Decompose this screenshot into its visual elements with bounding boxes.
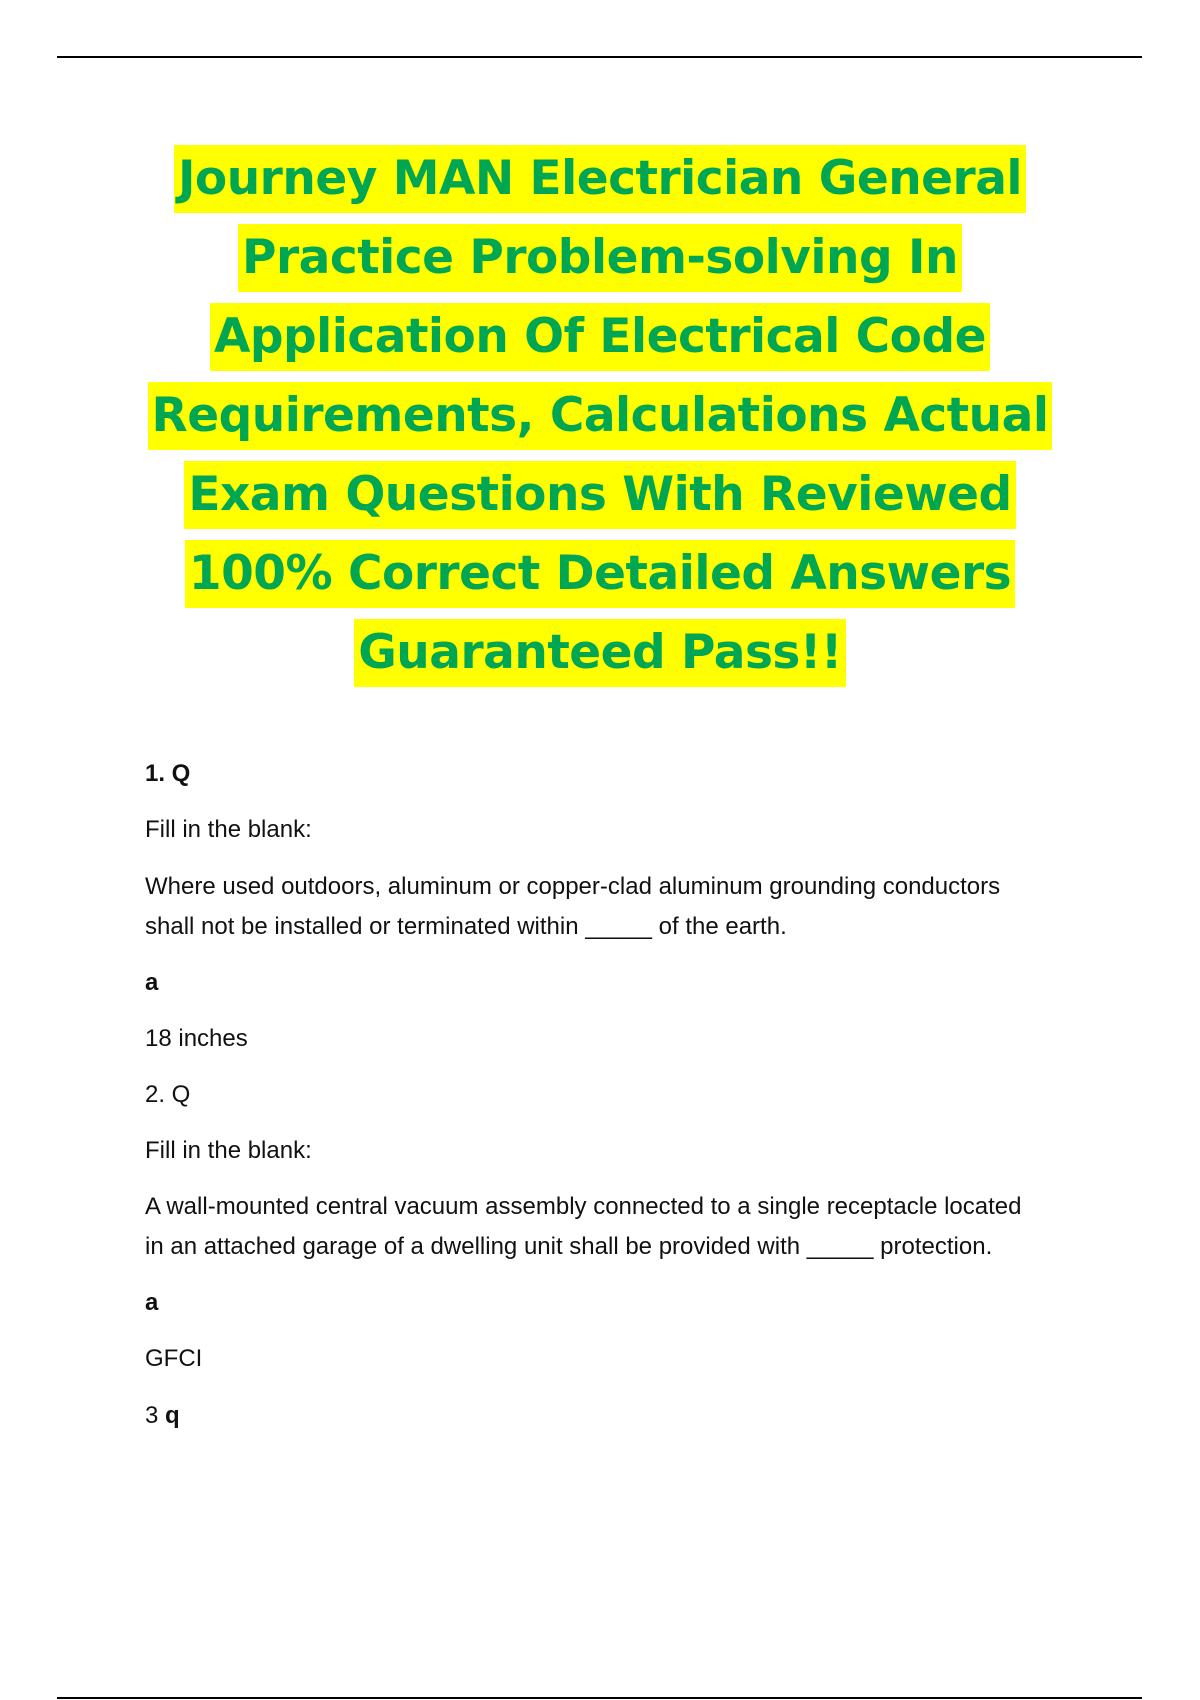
title-line: Guaranteed Pass!! [100, 619, 1100, 687]
title-line: 100% Correct Detailed Answers [100, 540, 1100, 608]
top-rule [57, 56, 1142, 58]
question-3-number: 3 [145, 1402, 159, 1429]
question-1-label: 1. Q [145, 760, 191, 787]
question-1-answer-label: a [145, 969, 159, 996]
question-1-text-line2: shall not be installed or terminated within _____ of the earth. [145, 913, 787, 940]
question-2-label: 2. Q [145, 1081, 191, 1108]
question-1-text-line1: Where used outdoors, aluminum or copper-clad aluminum grounding conductors [145, 873, 1001, 900]
question-2-prompt: Fill in the blank: [145, 1137, 312, 1164]
question-2-answer-label: a [145, 1289, 159, 1316]
question-1-prompt: Fill in the blank: [145, 816, 312, 843]
question-2-answer: GFCI [145, 1345, 203, 1372]
title-line: Application Of Electrical Code [100, 303, 1100, 371]
title-line: Exam Questions With Reviewed [100, 461, 1100, 529]
question-1-answer: 18 inches [145, 1025, 248, 1052]
title-line: Journey MAN Electrician General [100, 145, 1100, 213]
question-2-text-line1: A wall-mounted central vacuum assembly connected to a single receptacle located [145, 1193, 1022, 1220]
bottom-rule [57, 1697, 1142, 1699]
document-title [100, 145, 1100, 698]
question-3-mark: q [165, 1402, 180, 1429]
title-line: Requirements, Calculations Actual [100, 382, 1100, 450]
question-2-text-line2: in an attached garage of a dwelling unit shall be provided with _____ protection. [145, 1233, 993, 1260]
title-line: Practice Problem-solving In [100, 224, 1100, 292]
question-3-label [145, 1396, 1105, 1435]
